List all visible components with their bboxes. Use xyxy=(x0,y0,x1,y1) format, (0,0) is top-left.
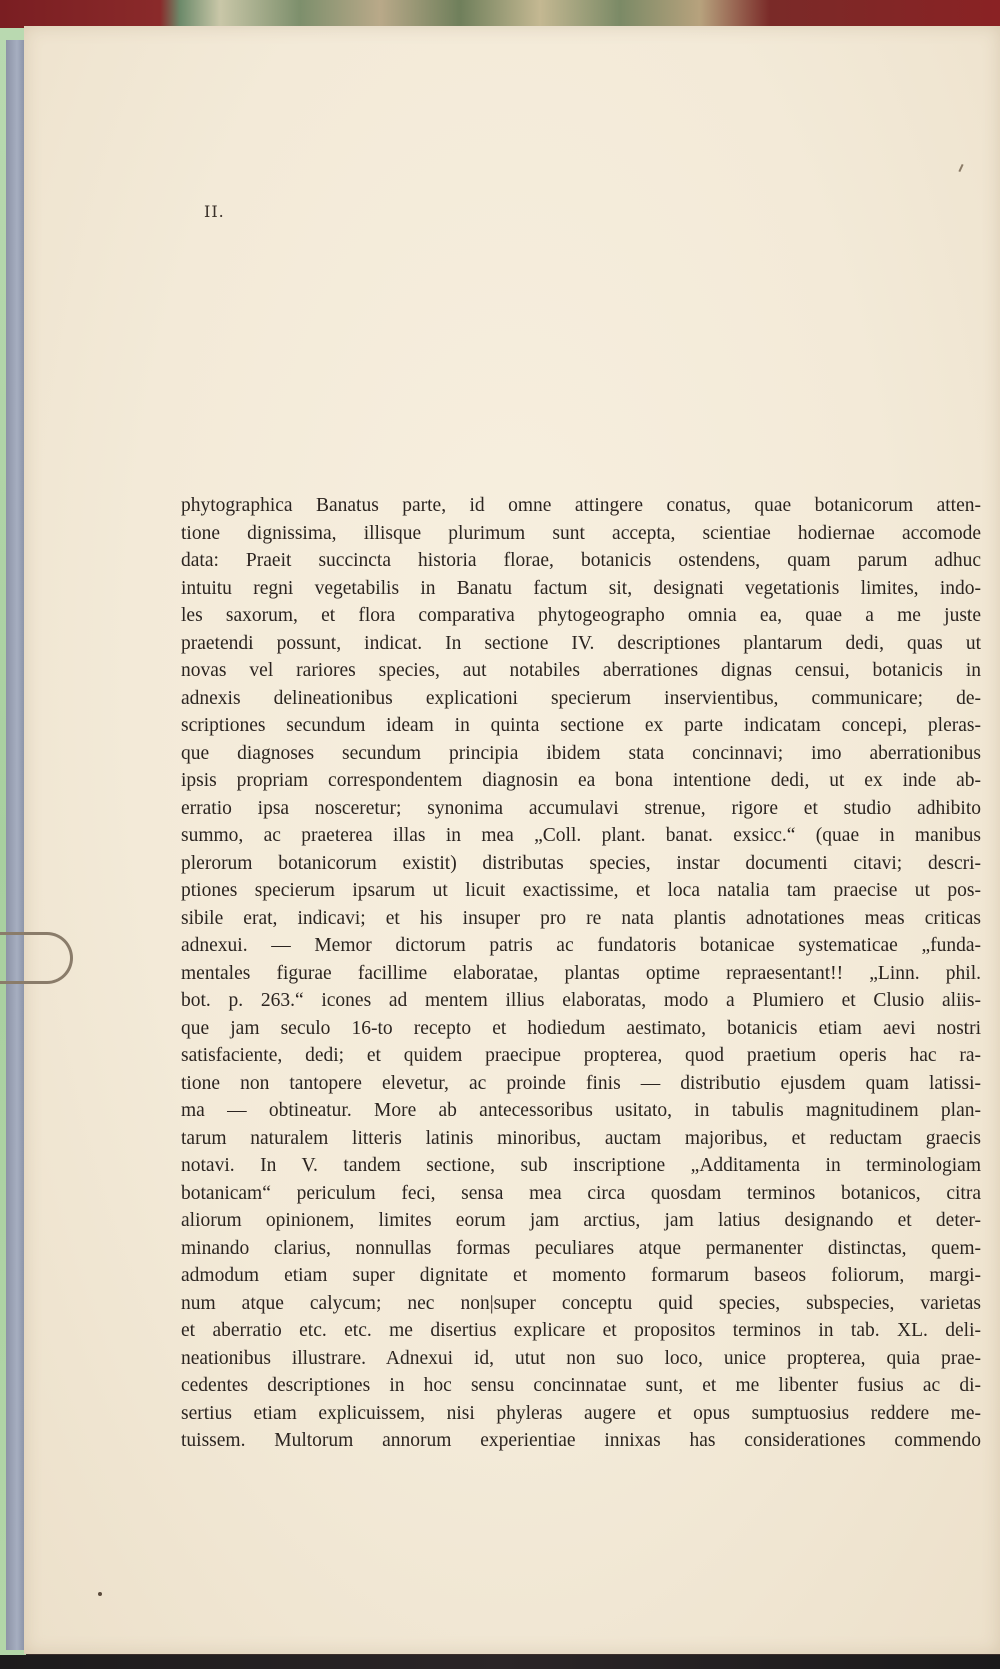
text-line: summo, ac praeterea illas in mea „Coll. plant. banat. exsicc.“ (quae in manibus xyxy=(181,825,981,846)
paper-mark xyxy=(958,164,963,172)
page-folio: II. xyxy=(204,202,225,221)
text-line: satisfaciente, dedi; et quidem praecipue propterea, quod praetium operis hac ra- xyxy=(181,1045,981,1066)
text-line: ipsis propriam correspondentem diagnosin ea bona intentione dedi, ut ex inde ab- xyxy=(181,770,981,791)
text-line: neationibus illustrare. Adnexui id, utut non suo loco, unice propterea, quia prae- xyxy=(181,1347,981,1369)
text-line: aliorum opinionem, limites eorum jam arctius, jam latius designando et deter- xyxy=(181,1210,981,1231)
text-line: ma — obtineatur. More ab antecessoribus usitato, in tabulis magnitudinem plan- xyxy=(181,1100,981,1121)
text-line: plerorum botanicorum existit) distributas species, instar documenti citavi; descri- xyxy=(181,852,981,874)
text-line: cedentes descriptiones in hoc sensu concinnatae sunt, et me libenter fusius ac di- xyxy=(181,1375,981,1396)
text-line: scriptiones secundum ideam in quinta sectione ex parte indicatam concepi, pleras- xyxy=(181,715,981,736)
text-line: tione dignissima, illisque plurimum sunt accepta, scientiae hodiernae accomode xyxy=(181,522,981,544)
text-line: sibile erat, indicavi; et his insuper pro re nata plantis adnotationes meas criticas xyxy=(181,907,981,929)
paper-sheet xyxy=(24,26,1000,1654)
text-line: notavi. In V. tandem sectione, sub inscriptione „Additamenta in terminologiam xyxy=(181,1155,981,1176)
text-line: num atque calycum; nec non|super conceptu quid species, subspecies, varietas xyxy=(181,1292,981,1314)
text-line: que diagnoses secundum principia ibidem stata concinnavi; imo aberrationibus xyxy=(181,742,981,764)
text-line: minando clarius, nonnullas formas peculiares atque permanenter distinctas, quem- xyxy=(181,1237,981,1259)
text-line: les saxorum, et flora comparativa phytogeographo omnia ea, quae a me juste xyxy=(181,605,981,626)
text-line: data: Praeit succincta historia florae, botanicis ostendens, quam parum adhuc xyxy=(181,550,981,571)
text-line: tuissem. Multorum annorum experientiae innixas has considerationes commendo xyxy=(181,1430,981,1451)
text-line: bot. p. 263.“ icones ad mentem illius elaboratas, modo a Plumiero et Clusio aliis- xyxy=(181,990,981,1011)
text-line: et aberratio etc. etc. me disertius explicare et propositos terminos in tab. XL. deli- xyxy=(181,1320,981,1341)
text-line: tione non tantopere elevetur, ac proinde finis — distributio ejusdem quam latissi- xyxy=(181,1072,981,1094)
text-line: intuitu regni vegetabilis in Banatu factum sit, designati vegetationis limites, indo- xyxy=(181,577,981,599)
paper-speck xyxy=(98,1592,102,1596)
text-line: erratio ipsa nosceretur; synonima accumulavi strenue, rigore et studio adhibito xyxy=(181,797,981,819)
text-line: phytographica Banatus parte, id omne attingere conatus, quae botanicorum atten- xyxy=(181,495,981,516)
text-line: botanicam“ periculum feci, sensa mea circa quosdam terminos botanicos, citra xyxy=(181,1182,981,1204)
text-line: adnexis delineationibus explicationi specierum inservientibus, communicare; de- xyxy=(181,687,981,709)
text-line: novas vel rariores species, aut notabiles aberrationes dignas censui, botanicis in xyxy=(181,660,981,681)
text-line: tarum naturalem litteris latinis minoribus, auctam majoribus, et reductam graecis xyxy=(181,1127,981,1149)
text-line: sertius etiam explicuissem, nisi phyleras augere et opus sumptuosius reddere me- xyxy=(181,1402,981,1424)
ribbon-loop xyxy=(0,932,73,984)
text-line: adnexui. — Memor dictorum patris ac fundatoris botanicae systematicae „funda- xyxy=(181,935,981,956)
text-line: mentales figurae facillime elaboratae, plantas optime repraesentant!! „Linn. phil. xyxy=(181,962,981,984)
body-text xyxy=(181,492,981,1455)
text-line: praetendi possunt, indicat. In sectione IV. descriptiones plantarum dedi, quas ut xyxy=(181,632,981,654)
text-line: que jam seculo 16-to recepto et hodiedum aestimato, botanicis etiam aevi nostri xyxy=(181,1017,981,1039)
text-line: ptiones specierum ipsarum ut licuit exactissime, et loca natalia tam praecise ut pos- xyxy=(181,880,981,901)
dark-bottom-edge xyxy=(0,1655,1000,1669)
text-line: admodum etiam super dignitate et momento formarum baseos foliorum, margi- xyxy=(181,1265,981,1286)
